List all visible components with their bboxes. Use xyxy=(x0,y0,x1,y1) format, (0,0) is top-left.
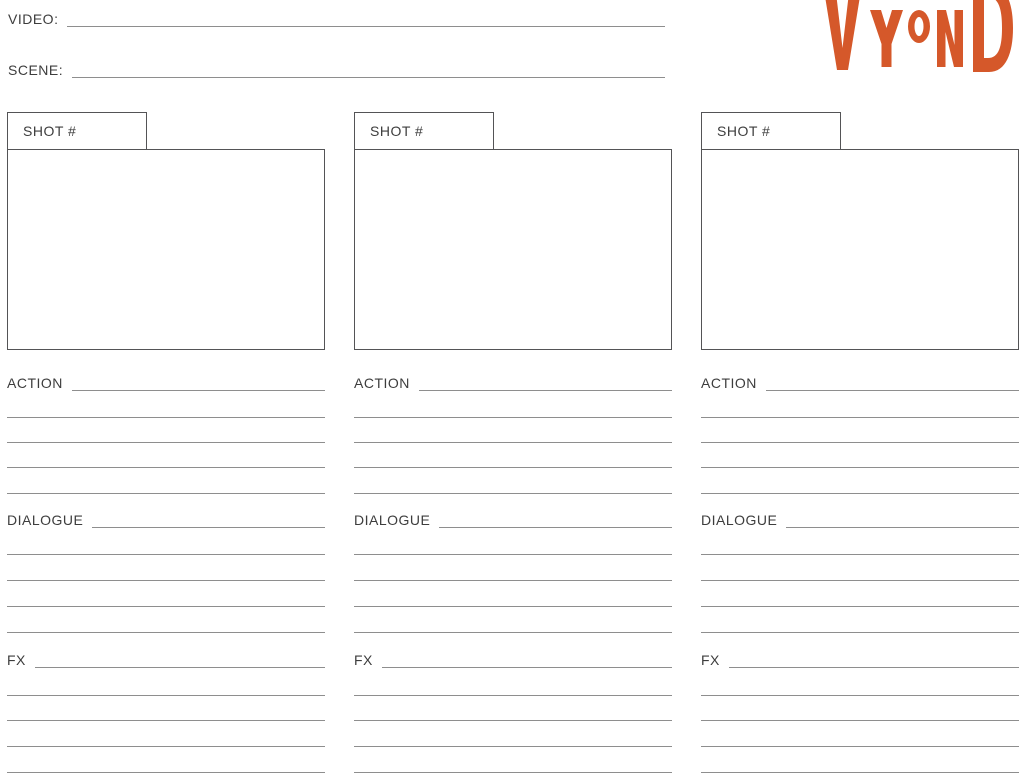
fx-ruled-line[interactable] xyxy=(354,772,672,773)
logo-letter-d xyxy=(973,0,1013,72)
fx-ruled-line[interactable] xyxy=(701,772,1019,773)
shot-number-label: SHOT # xyxy=(717,123,771,139)
shot-frame[interactable] xyxy=(701,149,1019,350)
dialogue-ruled-line[interactable] xyxy=(354,580,672,581)
fx-ruled-line[interactable] xyxy=(701,695,1019,696)
action-ruled-line[interactable] xyxy=(701,417,1019,418)
storyboard-panel xyxy=(354,112,672,777)
dialogue-ruled-line[interactable] xyxy=(701,632,1019,633)
vyond-logo xyxy=(812,0,1024,73)
fx-input-line[interactable] xyxy=(729,647,1019,668)
dialogue-row xyxy=(7,508,325,528)
dialogue-ruled-line[interactable] xyxy=(7,632,325,633)
video-row xyxy=(8,6,665,27)
dialogue-ruled-line[interactable] xyxy=(701,554,1019,555)
dialogue-input-line[interactable] xyxy=(786,507,1019,528)
dialogue-input-line[interactable] xyxy=(439,507,672,528)
action-ruled-line[interactable] xyxy=(7,442,325,443)
shot-number-tab[interactable] xyxy=(354,112,494,149)
dialogue-ruled-line[interactable] xyxy=(701,606,1019,607)
fx-row xyxy=(701,648,1019,668)
shot-number-tab[interactable] xyxy=(7,112,147,149)
fx-ruled-line[interactable] xyxy=(354,720,672,721)
action-input-line[interactable] xyxy=(419,370,672,391)
action-ruled-line[interactable] xyxy=(701,467,1019,468)
scene-row xyxy=(8,57,665,78)
dialogue-ruled-line[interactable] xyxy=(7,554,325,555)
dialogue-ruled-line[interactable] xyxy=(7,606,325,607)
dialogue-row xyxy=(701,508,1019,528)
fx-ruled-line[interactable] xyxy=(354,695,672,696)
action-row xyxy=(701,371,1019,391)
dialogue-label: DIALOGUE xyxy=(354,512,431,528)
shot-number-label: SHOT # xyxy=(370,123,424,139)
shot-number-tab[interactable] xyxy=(701,112,841,149)
logo-letter-n xyxy=(937,10,963,67)
fx-label: FX xyxy=(7,652,26,668)
fx-ruled-line[interactable] xyxy=(7,746,325,747)
logo-letter-y xyxy=(870,10,903,67)
action-row xyxy=(354,371,672,391)
dialogue-ruled-line[interactable] xyxy=(354,554,672,555)
action-ruled-line[interactable] xyxy=(7,493,325,494)
fx-label: FX xyxy=(701,652,720,668)
video-input-line[interactable] xyxy=(67,5,665,27)
action-ruled-line[interactable] xyxy=(354,467,672,468)
fx-ruled-line[interactable] xyxy=(701,720,1019,721)
fx-row xyxy=(7,648,325,668)
storyboard-panel xyxy=(7,112,325,777)
dialogue-label: DIALOGUE xyxy=(7,512,84,528)
action-ruled-line[interactable] xyxy=(701,442,1019,443)
dialogue-ruled-line[interactable] xyxy=(354,606,672,607)
dialogue-row xyxy=(354,508,672,528)
dialogue-label: DIALOGUE xyxy=(701,512,778,528)
action-ruled-line[interactable] xyxy=(7,467,325,468)
shot-frame[interactable] xyxy=(7,149,325,350)
scene-label: SCENE: xyxy=(8,62,64,78)
fx-input-line[interactable] xyxy=(35,647,325,668)
action-ruled-line[interactable] xyxy=(354,493,672,494)
dialogue-ruled-line[interactable] xyxy=(354,632,672,633)
action-ruled-line[interactable] xyxy=(7,417,325,418)
action-input-line[interactable] xyxy=(72,370,325,391)
action-input-line[interactable] xyxy=(766,370,1019,391)
fx-ruled-line[interactable] xyxy=(7,695,325,696)
fx-ruled-line[interactable] xyxy=(354,746,672,747)
dialogue-ruled-line[interactable] xyxy=(7,580,325,581)
action-ruled-line[interactable] xyxy=(354,417,672,418)
action-label: ACTION xyxy=(354,375,410,391)
action-label: ACTION xyxy=(7,375,63,391)
action-row xyxy=(7,371,325,391)
action-ruled-line[interactable] xyxy=(354,442,672,443)
action-label: ACTION xyxy=(701,375,757,391)
fx-row xyxy=(354,648,672,668)
shot-number-label: SHOT # xyxy=(23,123,77,139)
fx-ruled-line[interactable] xyxy=(7,772,325,773)
video-label: VIDEO: xyxy=(8,11,59,27)
storyboard-panel xyxy=(701,112,1019,777)
fx-ruled-line[interactable] xyxy=(7,720,325,721)
dialogue-input-line[interactable] xyxy=(92,507,325,528)
fx-ruled-line[interactable] xyxy=(701,746,1019,747)
dialogue-ruled-line[interactable] xyxy=(701,580,1019,581)
scene-input-line[interactable] xyxy=(72,56,665,78)
action-ruled-line[interactable] xyxy=(701,493,1019,494)
fx-input-line[interactable] xyxy=(382,647,672,668)
shot-frame[interactable] xyxy=(354,149,672,350)
fx-label: FX xyxy=(354,652,373,668)
logo-letter-v xyxy=(823,0,862,70)
